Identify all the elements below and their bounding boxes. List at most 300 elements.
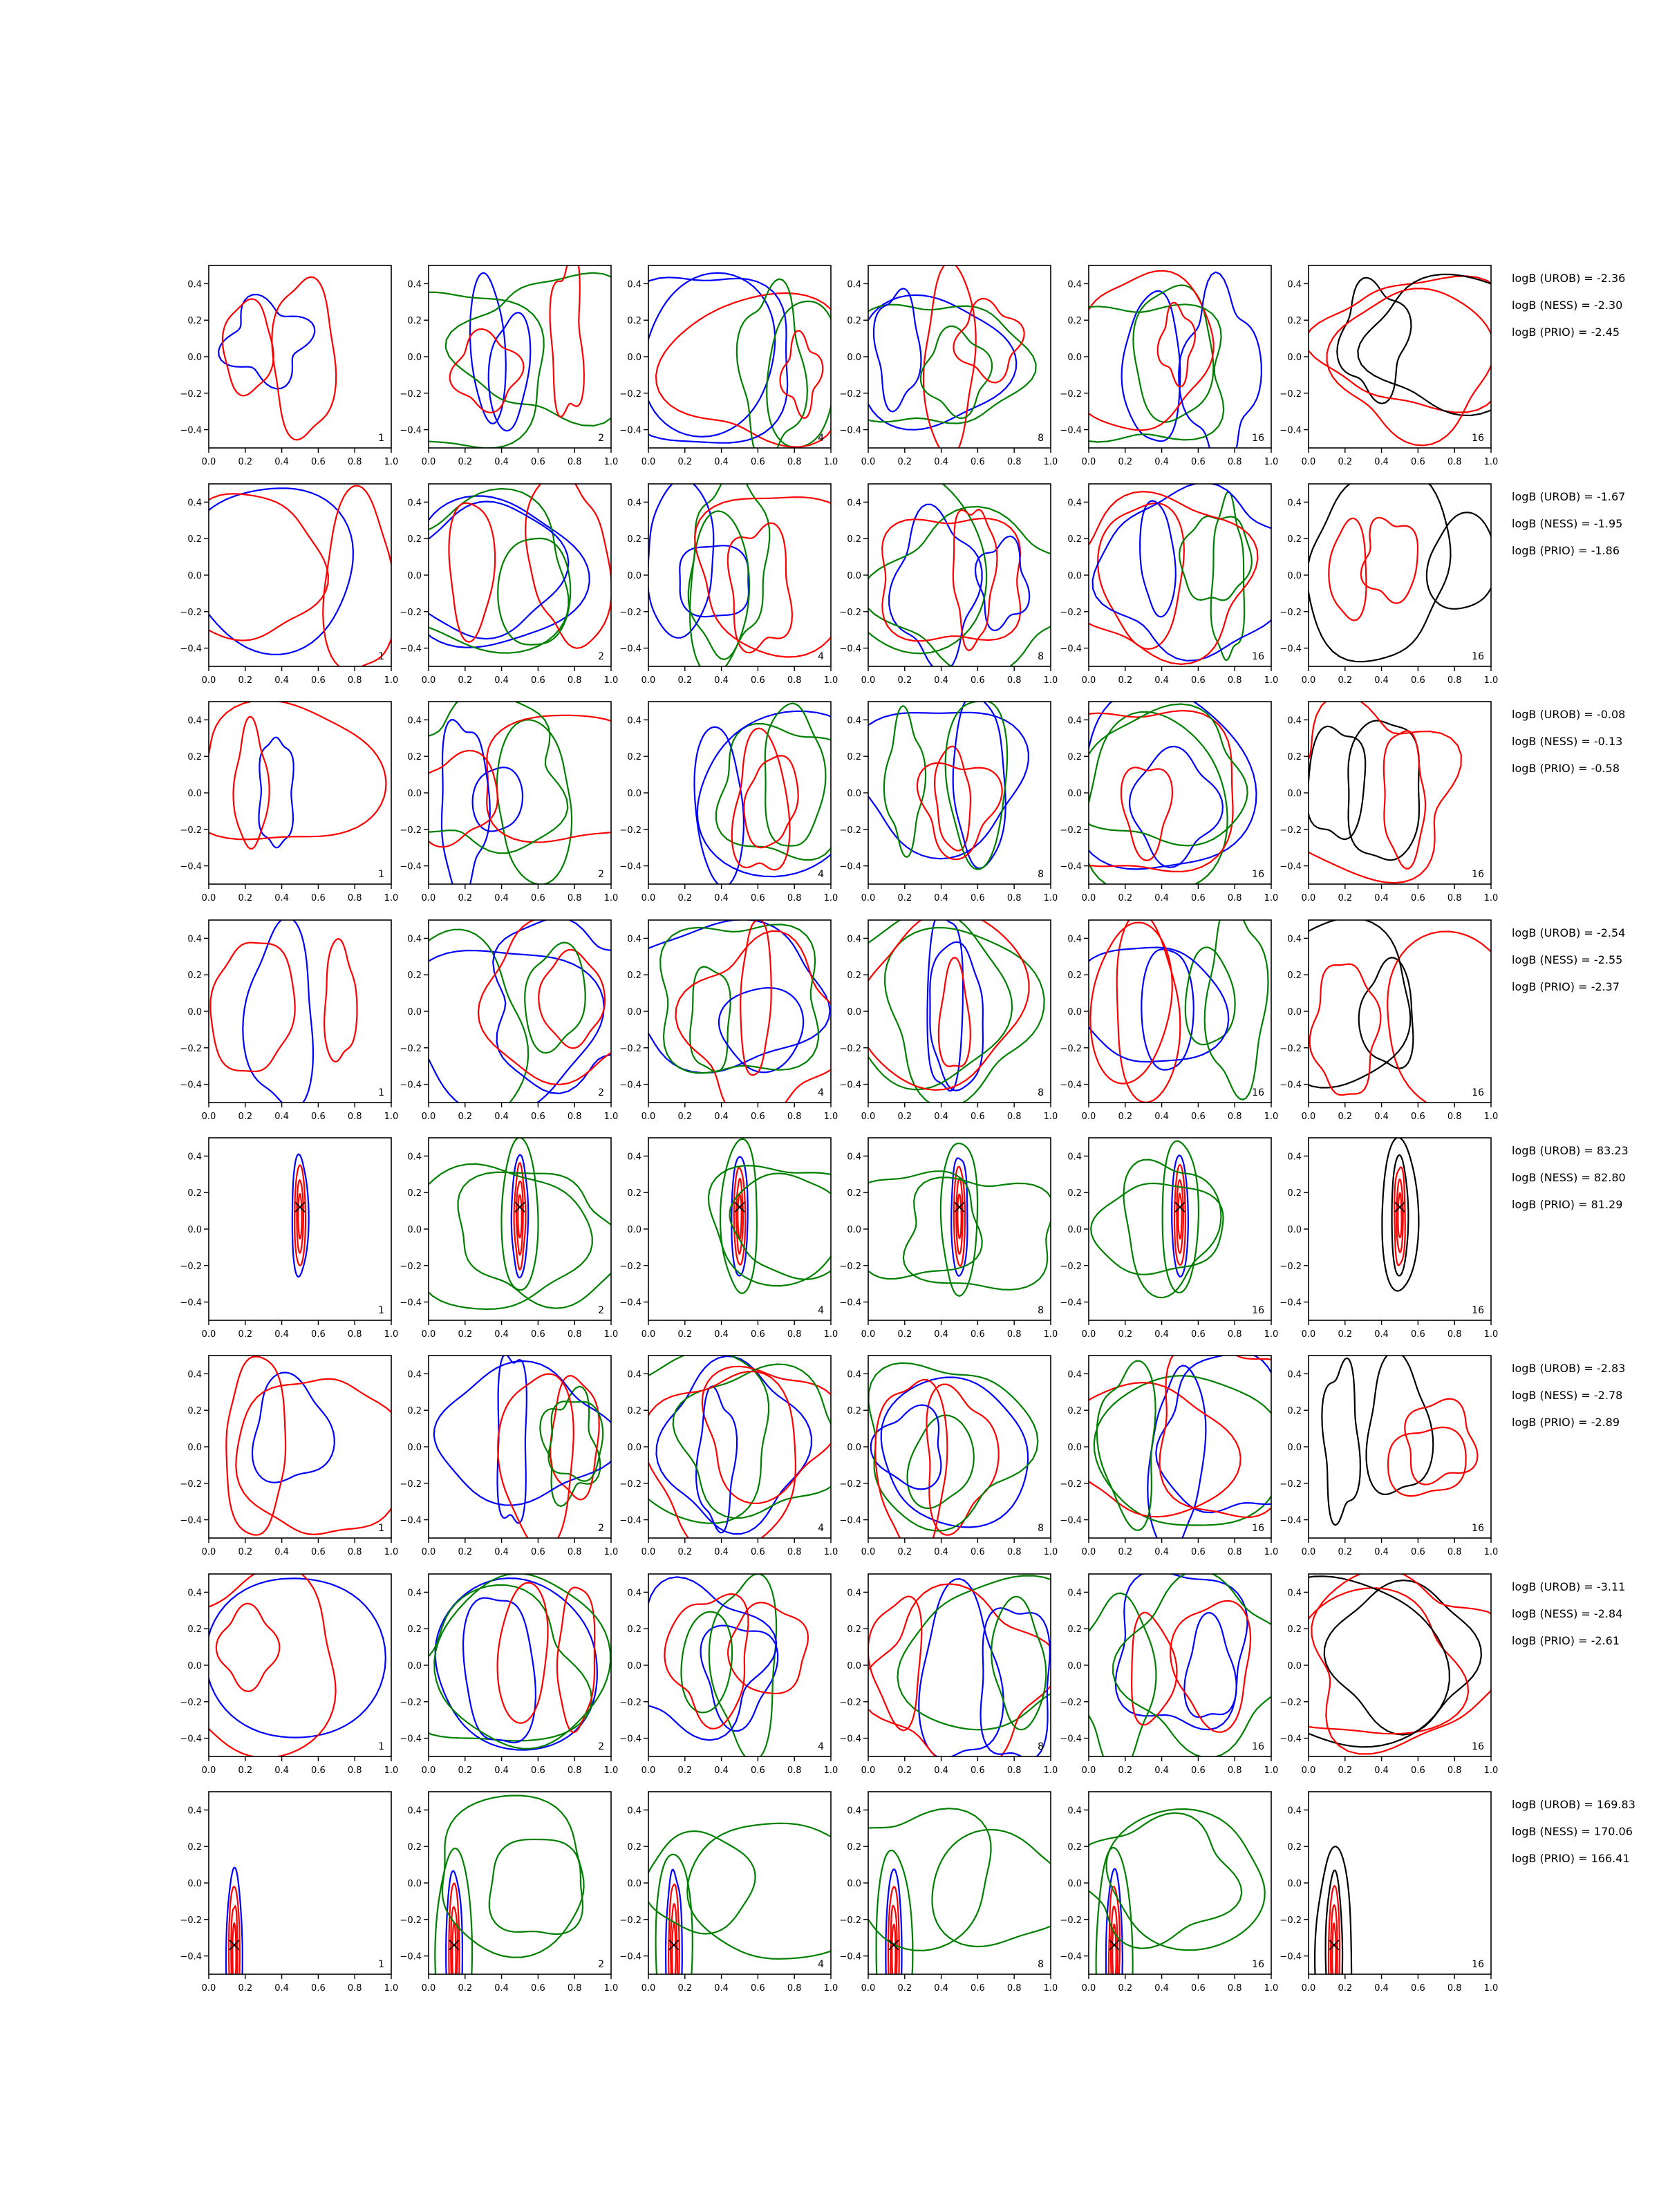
x-tick-label: 1.0 xyxy=(1043,893,1058,903)
x-tick-label: 0.2 xyxy=(238,1983,253,1994)
x-tick-label: 0.0 xyxy=(421,1983,436,1994)
x-tick-label: 1.0 xyxy=(1483,1765,1499,1776)
x-tick-label: 0.0 xyxy=(201,1983,216,1994)
x-tick-label: 0.8 xyxy=(1006,1112,1022,1122)
x-tick-label: 0.2 xyxy=(677,1547,693,1557)
x-tick-label: 0.6 xyxy=(1411,1765,1425,1776)
x-tick-label: 0.4 xyxy=(274,893,289,903)
x-tick-label: 0.4 xyxy=(1154,1329,1169,1340)
panel-index-label: 4 xyxy=(818,1087,824,1098)
y-tick-label: −0.2 xyxy=(1280,388,1302,400)
panel-index-label: 16 xyxy=(1472,1959,1484,1970)
x-tick-label: 0.8 xyxy=(787,675,802,686)
y-tick-label: −0.4 xyxy=(180,1080,202,1091)
x-tick-label: 0.6 xyxy=(971,893,985,903)
x-tick-label: 0.8 xyxy=(1447,1765,1462,1776)
x-tick-label: 0.4 xyxy=(1374,1329,1389,1340)
x-tick-label: 0.6 xyxy=(1191,1329,1206,1340)
x-tick-label: 0.4 xyxy=(934,1112,948,1122)
x-tick-label: 0.2 xyxy=(897,1329,912,1340)
y-tick-label: 0.4 xyxy=(187,715,202,727)
y-tick-label: −0.4 xyxy=(839,1515,861,1526)
y-tick-label: 0.4 xyxy=(627,1152,641,1163)
logb-annotation: logB (UROB) = -2.36 xyxy=(1512,272,1626,285)
x-tick-label: 0.6 xyxy=(751,1765,765,1776)
y-tick-label: 0.2 xyxy=(1287,1188,1302,1199)
y-tick-label: −0.4 xyxy=(1060,1515,1082,1526)
y-tick-label: 0.0 xyxy=(187,1225,202,1235)
y-tick-label: 0.4 xyxy=(627,1806,641,1817)
y-tick-label: −0.4 xyxy=(180,1515,202,1526)
y-tick-label: 0.2 xyxy=(187,752,202,763)
y-tick-label: 0.4 xyxy=(1287,934,1302,945)
x-tick-label: 0.6 xyxy=(751,1112,765,1122)
panel-index-label: 2 xyxy=(598,433,604,444)
x-tick-label: 0.6 xyxy=(971,457,985,467)
x-tick-label: 0.4 xyxy=(714,893,729,903)
panel-index-label: 8 xyxy=(1038,869,1044,880)
x-tick-label: 0.4 xyxy=(274,1983,289,1994)
logb-annotation: logB (NESS) = 170.06 xyxy=(1512,1825,1633,1838)
x-tick-label: 0.4 xyxy=(1154,1983,1169,1994)
panel-index-label: 2 xyxy=(598,1305,604,1316)
x-tick-label: 0.4 xyxy=(1374,457,1389,467)
y-tick-label: 0.4 xyxy=(1287,498,1302,509)
y-tick-label: 0.4 xyxy=(847,1369,861,1380)
logb-annotation: logB (UROB) = -2.83 xyxy=(1512,1362,1626,1375)
y-tick-label: 0.2 xyxy=(1067,534,1082,545)
y-tick-label: −0.4 xyxy=(1280,644,1302,655)
x-tick-label: 0.8 xyxy=(567,1547,582,1557)
y-tick-label: 0.4 xyxy=(1067,1588,1082,1599)
y-tick-label: −0.2 xyxy=(1280,1479,1302,1490)
x-tick-label: 0.2 xyxy=(1338,1112,1353,1122)
y-tick-label: 0.2 xyxy=(627,1842,641,1853)
y-tick-label: 0.2 xyxy=(1287,752,1302,763)
y-tick-label: −0.4 xyxy=(619,644,641,655)
y-tick-label: −0.4 xyxy=(619,1951,641,1962)
x-tick-label: 0.6 xyxy=(311,1547,326,1557)
x-tick-label: 0.4 xyxy=(714,1983,729,1994)
y-tick-label: 0.4 xyxy=(1067,934,1082,945)
y-tick-label: 0.0 xyxy=(187,1879,202,1889)
panel-index-label: 1 xyxy=(378,433,384,444)
x-tick-label: 0.6 xyxy=(311,675,326,686)
x-tick-label: 1.0 xyxy=(1483,457,1499,467)
y-tick-label: 0.2 xyxy=(1287,316,1302,327)
y-tick-label: 0.4 xyxy=(407,1806,422,1817)
y-tick-label: 0.0 xyxy=(627,1879,641,1889)
x-tick-label: 0.2 xyxy=(1118,893,1133,903)
x-tick-label: 0.8 xyxy=(787,1547,802,1557)
x-tick-label: 0.2 xyxy=(238,1112,253,1122)
x-tick-label: 0.4 xyxy=(494,1983,509,1994)
x-tick-label: 1.0 xyxy=(1483,1547,1499,1557)
x-tick-label: 1.0 xyxy=(823,1765,838,1776)
y-tick-label: −0.2 xyxy=(1280,607,1302,618)
y-tick-label: 0.0 xyxy=(1067,1007,1082,1018)
x-tick-label: 0.2 xyxy=(238,457,253,467)
y-tick-label: 0.4 xyxy=(627,1588,641,1599)
x-tick-label: 0.6 xyxy=(531,457,545,467)
x-tick-label: 0.0 xyxy=(861,1329,876,1340)
y-tick-label: −0.2 xyxy=(400,825,422,836)
x-tick-label: 1.0 xyxy=(823,1547,838,1557)
panel-index-label: 16 xyxy=(1472,1305,1484,1316)
y-tick-label: −0.2 xyxy=(400,1915,422,1926)
x-tick-label: 0.0 xyxy=(421,1112,436,1122)
y-tick-label: 0.4 xyxy=(187,934,202,945)
x-tick-label: 0.0 xyxy=(1081,675,1096,686)
y-tick-label: −0.4 xyxy=(1280,1951,1302,1962)
x-tick-label: 0.8 xyxy=(1447,1547,1462,1557)
x-tick-label: 1.0 xyxy=(1264,1329,1279,1340)
x-tick-label: 0.6 xyxy=(1191,1547,1206,1557)
x-tick-label: 0.2 xyxy=(238,1547,253,1557)
y-tick-label: −0.4 xyxy=(180,861,202,872)
x-tick-label: 0.8 xyxy=(567,457,582,467)
x-tick-label: 0.4 xyxy=(494,675,509,686)
x-tick-label: 0.0 xyxy=(1081,457,1096,467)
y-tick-label: −0.4 xyxy=(1060,1734,1082,1745)
x-tick-label: 0.8 xyxy=(1447,675,1462,686)
x-tick-label: 0.6 xyxy=(311,1983,326,1994)
x-tick-label: 1.0 xyxy=(603,675,619,686)
y-tick-label: −0.2 xyxy=(1060,607,1082,618)
x-tick-label: 0.4 xyxy=(494,1329,509,1340)
panel-index-label: 2 xyxy=(598,1741,604,1752)
panel-index-label: 2 xyxy=(598,1959,604,1970)
panel-index-label: 1 xyxy=(378,1523,384,1534)
y-tick-label: 0.4 xyxy=(627,279,641,290)
x-tick-label: 1.0 xyxy=(384,893,399,903)
y-tick-label: 0.2 xyxy=(1287,1842,1302,1853)
y-tick-label: 0.2 xyxy=(407,1188,422,1199)
x-tick-label: 0.6 xyxy=(1411,1112,1425,1122)
x-tick-label: 1.0 xyxy=(1264,893,1279,903)
x-tick-label: 0.0 xyxy=(421,1329,436,1340)
logb-annotation: logB (PRIO) = -2.45 xyxy=(1512,326,1620,339)
x-tick-label: 0.0 xyxy=(201,675,216,686)
x-tick-label: 0.6 xyxy=(531,1329,545,1340)
y-tick-label: −0.4 xyxy=(180,1297,202,1309)
y-tick-label: 0.2 xyxy=(1067,1188,1082,1199)
y-tick-label: −0.2 xyxy=(180,1915,202,1926)
y-tick-label: −0.2 xyxy=(619,1261,641,1272)
logb-annotation: logB (UROB) = -3.11 xyxy=(1512,1580,1626,1593)
y-tick-label: −0.2 xyxy=(619,1479,641,1490)
y-tick-label: −0.4 xyxy=(180,1734,202,1745)
x-tick-label: 0.6 xyxy=(751,1983,765,1994)
x-tick-label: 0.0 xyxy=(201,457,216,467)
x-tick-label: 0.2 xyxy=(1118,1765,1133,1776)
x-tick-label: 0.4 xyxy=(1374,1112,1389,1122)
x-tick-label: 0.4 xyxy=(714,1765,729,1776)
y-tick-label: 0.2 xyxy=(187,971,202,982)
x-tick-label: 0.2 xyxy=(458,1329,473,1340)
y-tick-label: 0.0 xyxy=(407,1879,422,1889)
panel-index-label: 16 xyxy=(1252,1959,1264,1970)
y-tick-label: 0.4 xyxy=(1067,1152,1082,1163)
panel-index-label: 16 xyxy=(1252,651,1264,662)
y-tick-label: 0.4 xyxy=(847,279,861,290)
y-tick-label: −0.2 xyxy=(1060,1915,1082,1926)
y-tick-label: 0.2 xyxy=(1287,534,1302,545)
x-tick-label: 1.0 xyxy=(603,1765,619,1776)
x-tick-label: 0.6 xyxy=(1411,675,1425,686)
y-tick-label: 0.4 xyxy=(407,715,422,727)
logb-annotation: logB (PRIO) = -2.61 xyxy=(1512,1634,1620,1647)
y-tick-label: 0.0 xyxy=(627,1661,641,1671)
y-tick-label: 0.0 xyxy=(1287,789,1302,799)
y-tick-label: −0.4 xyxy=(839,1080,861,1091)
y-tick-label: 0.0 xyxy=(627,1007,641,1018)
x-tick-label: 0.0 xyxy=(201,1112,216,1122)
x-tick-label: 0.2 xyxy=(458,1765,473,1776)
x-tick-label: 0.6 xyxy=(1191,893,1206,903)
y-tick-label: −0.4 xyxy=(400,644,422,655)
panel-index-label: 8 xyxy=(1038,1523,1044,1534)
y-tick-label: 0.2 xyxy=(847,971,861,982)
x-tick-label: 1.0 xyxy=(384,675,399,686)
x-tick-label: 0.2 xyxy=(897,457,912,467)
y-tick-label: −0.4 xyxy=(1280,425,1302,436)
x-tick-label: 0.8 xyxy=(567,1329,582,1340)
x-tick-label: 0.6 xyxy=(1191,1765,1206,1776)
x-tick-label: 0.4 xyxy=(714,675,729,686)
x-tick-label: 0.4 xyxy=(274,1765,289,1776)
x-tick-label: 0.8 xyxy=(1227,675,1242,686)
x-tick-label: 0.6 xyxy=(1191,1112,1206,1122)
x-tick-label: 0.4 xyxy=(494,1547,509,1557)
y-tick-label: 0.4 xyxy=(187,498,202,509)
x-tick-label: 0.4 xyxy=(934,457,948,467)
x-tick-label: 0.0 xyxy=(201,1547,216,1557)
y-tick-label: 0.0 xyxy=(627,789,641,799)
y-tick-label: 0.0 xyxy=(1287,1443,1302,1453)
y-tick-label: −0.4 xyxy=(619,861,641,872)
x-tick-label: 0.2 xyxy=(1338,1983,1353,1994)
logb-annotation: logB (NESS) = -2.84 xyxy=(1512,1607,1623,1620)
x-tick-label: 0.2 xyxy=(897,1112,912,1122)
y-tick-label: −0.2 xyxy=(1280,1915,1302,1926)
x-tick-label: 0.2 xyxy=(897,1765,912,1776)
y-tick-label: −0.2 xyxy=(839,1261,861,1272)
y-tick-label: 0.0 xyxy=(1287,571,1302,581)
panel-index-label: 8 xyxy=(1038,1741,1044,1752)
x-tick-label: 1.0 xyxy=(384,1983,399,1994)
logb-annotation: logB (PRIO) = -2.37 xyxy=(1512,980,1620,993)
x-tick-label: 0.0 xyxy=(641,893,656,903)
x-tick-label: 0.0 xyxy=(641,1983,656,1994)
x-tick-label: 0.0 xyxy=(641,1112,656,1122)
y-tick-label: 0.2 xyxy=(187,1624,202,1635)
panel-index-label: 16 xyxy=(1252,433,1264,444)
y-tick-label: 0.2 xyxy=(627,534,641,545)
y-tick-label: 0.4 xyxy=(627,934,641,945)
y-tick-label: 0.2 xyxy=(1067,316,1082,327)
x-tick-label: 0.6 xyxy=(311,893,326,903)
panel-index-label: 16 xyxy=(1252,869,1264,880)
panel-index-label: 4 xyxy=(818,1523,824,1534)
y-tick-label: −0.2 xyxy=(839,607,861,618)
panel-index-label: 4 xyxy=(818,651,824,662)
x-tick-label: 0.0 xyxy=(1301,1765,1316,1776)
panel-index-label: 2 xyxy=(598,651,604,662)
y-tick-label: 0.4 xyxy=(1067,498,1082,509)
x-tick-label: 0.0 xyxy=(1081,1983,1096,1994)
x-tick-label: 0.4 xyxy=(494,457,509,467)
y-tick-label: 0.2 xyxy=(407,752,422,763)
x-tick-label: 0.0 xyxy=(1301,457,1316,467)
y-tick-label: 0.4 xyxy=(1067,1806,1082,1817)
y-tick-label: 0.0 xyxy=(1067,1879,1082,1889)
y-tick-label: 0.4 xyxy=(407,934,422,945)
x-tick-label: 0.8 xyxy=(347,1983,362,1994)
x-tick-label: 0.6 xyxy=(1191,675,1206,686)
x-tick-label: 0.8 xyxy=(347,675,362,686)
x-tick-label: 0.2 xyxy=(677,1765,693,1776)
y-tick-label: −0.2 xyxy=(619,1043,641,1054)
y-tick-label: −0.2 xyxy=(1280,1043,1302,1054)
y-tick-label: 0.0 xyxy=(187,1007,202,1018)
y-tick-label: 0.4 xyxy=(407,1588,422,1599)
x-tick-label: 1.0 xyxy=(823,1983,838,1994)
x-tick-label: 0.6 xyxy=(531,1112,545,1122)
logb-annotation: logB (NESS) = -2.78 xyxy=(1512,1389,1623,1402)
panel-index-label: 4 xyxy=(818,1959,824,1970)
x-tick-label: 0.4 xyxy=(934,893,948,903)
x-tick-label: 0.0 xyxy=(1301,893,1316,903)
y-tick-label: 0.0 xyxy=(1067,353,1082,363)
y-tick-label: −0.2 xyxy=(180,825,202,836)
x-tick-label: 0.2 xyxy=(458,457,473,467)
x-tick-label: 0.2 xyxy=(1118,457,1133,467)
y-tick-label: 0.2 xyxy=(1287,1624,1302,1635)
x-tick-label: 0.6 xyxy=(1191,457,1206,467)
y-tick-label: 0.4 xyxy=(627,1369,641,1380)
x-tick-label: 0.6 xyxy=(971,675,985,686)
x-tick-label: 0.0 xyxy=(421,457,436,467)
x-tick-label: 0.6 xyxy=(311,1329,326,1340)
x-tick-label: 0.0 xyxy=(1081,1765,1096,1776)
panel-index-label: 4 xyxy=(818,1741,824,1752)
x-tick-label: 0.8 xyxy=(347,1547,362,1557)
y-tick-label: 0.0 xyxy=(407,1007,422,1018)
y-tick-label: −0.2 xyxy=(180,1479,202,1490)
x-tick-label: 1.0 xyxy=(823,457,838,467)
x-tick-label: 0.8 xyxy=(347,1329,362,1340)
x-tick-label: 0.6 xyxy=(751,893,765,903)
y-tick-label: 0.2 xyxy=(187,1188,202,1199)
panel-index-label: 8 xyxy=(1038,1959,1044,1970)
y-tick-label: −0.2 xyxy=(1060,388,1082,400)
panel-index-label: 8 xyxy=(1038,651,1044,662)
x-tick-label: 0.8 xyxy=(347,1765,362,1776)
x-tick-label: 0.6 xyxy=(971,1983,985,1994)
panel-index-label: 1 xyxy=(378,1741,384,1752)
y-tick-label: −0.2 xyxy=(839,1915,861,1926)
y-tick-label: −0.2 xyxy=(619,607,641,618)
x-tick-label: 0.8 xyxy=(787,893,802,903)
x-tick-label: 0.4 xyxy=(714,1112,729,1122)
x-tick-label: 0.6 xyxy=(311,1112,326,1122)
y-tick-label: 0.4 xyxy=(1287,279,1302,290)
x-tick-label: 0.2 xyxy=(897,1547,912,1557)
x-tick-label: 0.0 xyxy=(201,893,216,903)
x-tick-label: 0.4 xyxy=(934,1329,948,1340)
x-tick-label: 0.4 xyxy=(274,1329,289,1340)
x-tick-label: 0.6 xyxy=(1411,457,1425,467)
x-tick-label: 0.8 xyxy=(1227,457,1242,467)
x-tick-label: 0.2 xyxy=(1118,1547,1133,1557)
y-tick-label: 0.0 xyxy=(1287,353,1302,363)
y-tick-label: 0.4 xyxy=(407,1152,422,1163)
logb-annotation: logB (NESS) = -1.95 xyxy=(1512,517,1623,530)
y-tick-label: −0.2 xyxy=(839,388,861,400)
y-tick-label: −0.4 xyxy=(839,861,861,872)
y-tick-label: 0.2 xyxy=(187,316,202,327)
x-tick-label: 0.4 xyxy=(1154,457,1169,467)
y-tick-label: −0.4 xyxy=(400,1080,422,1091)
y-tick-label: −0.4 xyxy=(1280,861,1302,872)
x-tick-label: 0.2 xyxy=(677,675,693,686)
x-tick-label: 1.0 xyxy=(384,1765,399,1776)
x-tick-label: 0.0 xyxy=(421,675,436,686)
y-tick-label: 0.0 xyxy=(407,353,422,363)
x-tick-label: 0.4 xyxy=(1374,1547,1389,1557)
x-tick-label: 0.0 xyxy=(641,457,656,467)
logb-annotation: logB (NESS) = -2.30 xyxy=(1512,299,1623,312)
y-tick-label: −0.4 xyxy=(400,1515,422,1526)
y-tick-label: 0.2 xyxy=(847,1624,861,1635)
y-tick-label: −0.2 xyxy=(619,388,641,400)
x-tick-label: 0.8 xyxy=(787,1983,802,1994)
x-tick-label: 0.0 xyxy=(1301,1329,1316,1340)
y-tick-label: 0.4 xyxy=(1067,279,1082,290)
x-tick-label: 1.0 xyxy=(1483,1983,1499,1994)
y-tick-label: 0.4 xyxy=(1287,1152,1302,1163)
y-tick-label: 0.4 xyxy=(187,279,202,290)
x-tick-label: 1.0 xyxy=(823,675,838,686)
y-tick-label: −0.4 xyxy=(180,1951,202,1962)
logb-annotation: logB (PRIO) = 81.29 xyxy=(1512,1198,1623,1211)
panel-index-label: 16 xyxy=(1252,1087,1264,1098)
y-tick-label: 0.0 xyxy=(1067,1443,1082,1453)
x-tick-label: 0.8 xyxy=(567,1765,582,1776)
y-tick-label: −0.2 xyxy=(839,1697,861,1708)
x-tick-label: 0.8 xyxy=(787,457,802,467)
panel-index-label: 4 xyxy=(818,433,824,444)
x-tick-label: 0.0 xyxy=(201,1329,216,1340)
panel-index-label: 16 xyxy=(1472,651,1484,662)
y-tick-label: −0.2 xyxy=(400,1261,422,1272)
y-tick-label: 0.4 xyxy=(1287,1369,1302,1380)
y-tick-label: 0.2 xyxy=(627,1188,641,1199)
x-tick-label: 1.0 xyxy=(1043,1329,1058,1340)
logb-annotation: logB (PRIO) = -2.89 xyxy=(1512,1416,1620,1429)
panel-index-label: 16 xyxy=(1472,1741,1484,1752)
x-tick-label: 0.0 xyxy=(421,1765,436,1776)
y-tick-label: −0.2 xyxy=(1060,1697,1082,1708)
logb-annotation: logB (UROB) = 83.23 xyxy=(1512,1144,1629,1157)
y-tick-label: 0.0 xyxy=(187,571,202,581)
x-tick-label: 0.2 xyxy=(238,1329,253,1340)
y-tick-label: 0.4 xyxy=(187,1806,202,1817)
y-tick-label: 0.2 xyxy=(1067,752,1082,763)
y-tick-label: −0.2 xyxy=(180,1043,202,1054)
logb-annotation: logB (UROB) = -2.54 xyxy=(1512,926,1626,939)
